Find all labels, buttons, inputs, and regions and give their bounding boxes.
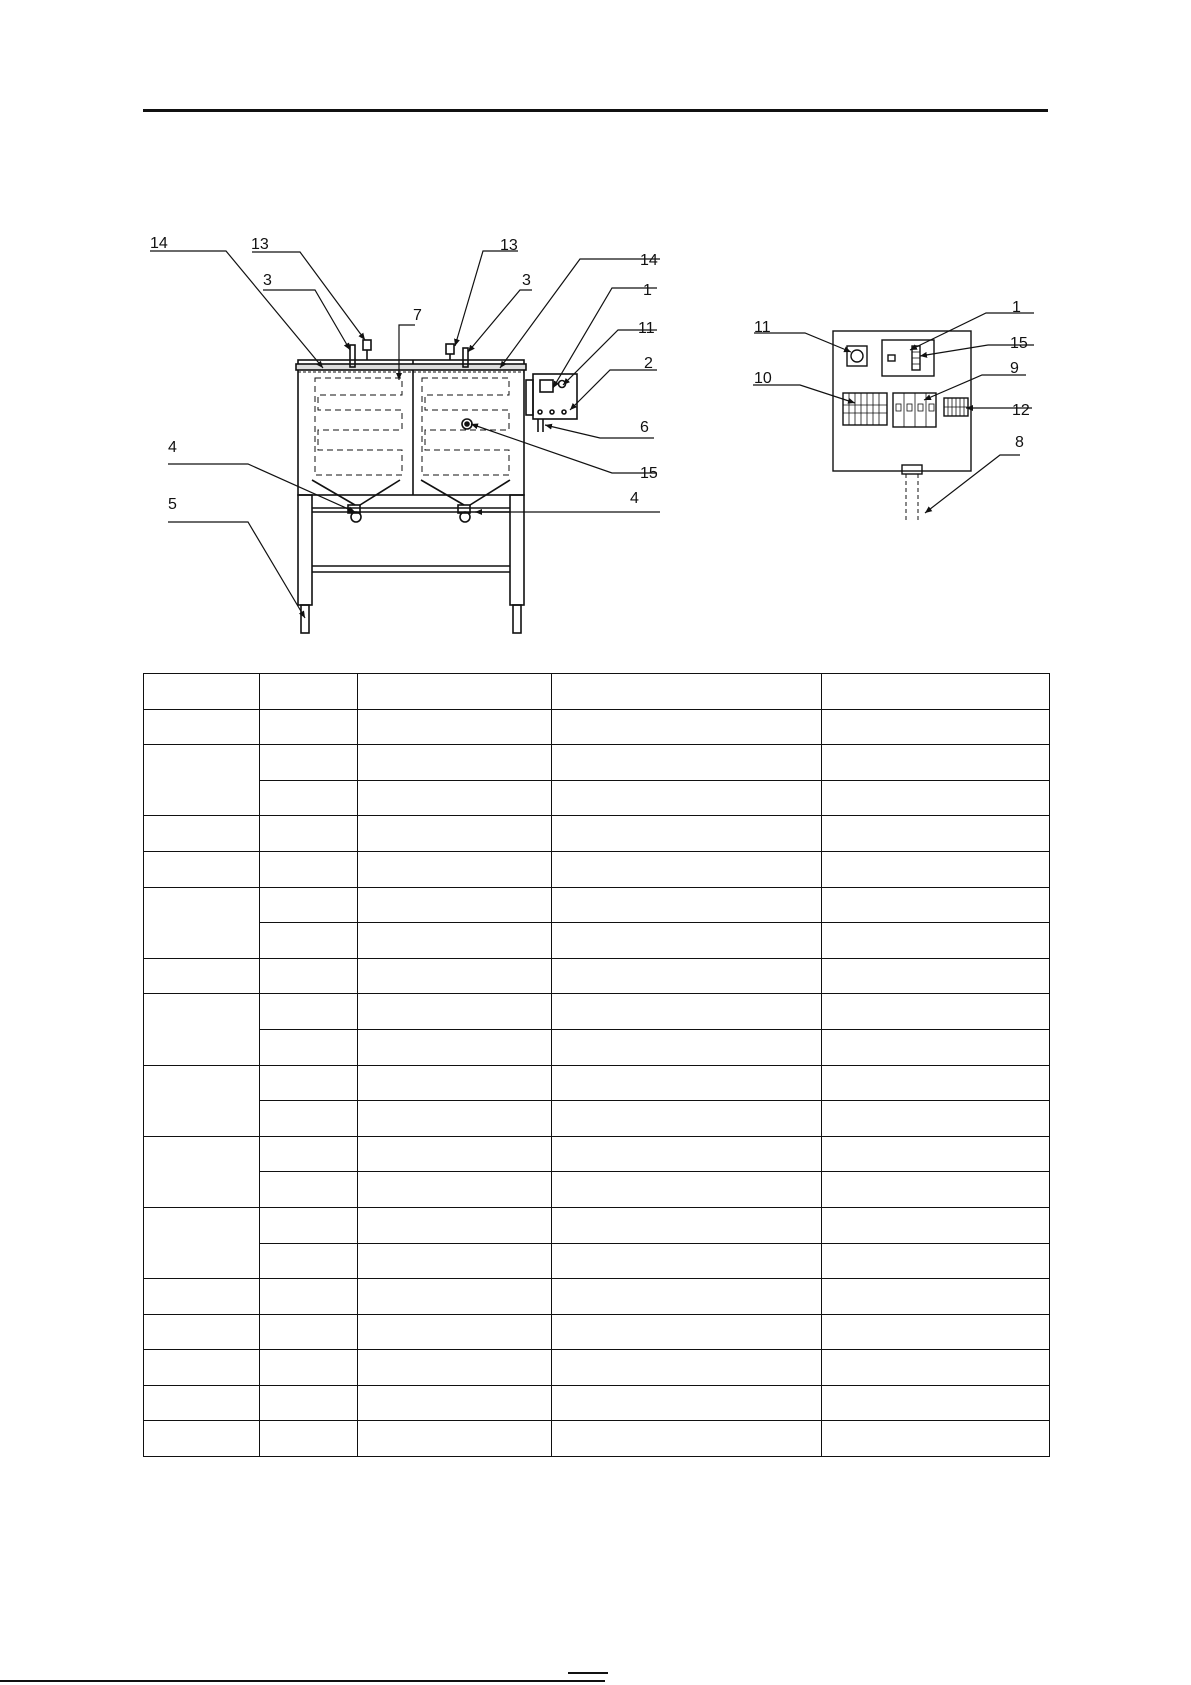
callout-10-panel: 10 bbox=[754, 370, 772, 387]
table-cell bbox=[822, 1065, 1050, 1101]
leg-left bbox=[298, 495, 312, 605]
table-cell bbox=[358, 1101, 552, 1137]
table-cell bbox=[144, 1350, 260, 1386]
table-row bbox=[144, 1207, 1050, 1243]
table-cell bbox=[552, 816, 822, 852]
table-cell bbox=[552, 1136, 822, 1172]
callout-3-left: 3 bbox=[263, 272, 272, 289]
table-cell bbox=[144, 1065, 260, 1136]
table-row bbox=[144, 1243, 1050, 1279]
table-cell bbox=[822, 674, 1050, 710]
callout-11: 11 bbox=[638, 320, 655, 337]
callout-5: 5 bbox=[168, 496, 177, 513]
footer-rule bbox=[0, 1680, 605, 1682]
table-cell bbox=[260, 1136, 358, 1172]
table-cell bbox=[822, 994, 1050, 1030]
callout-12-panel: 12 bbox=[1012, 402, 1030, 419]
table-cell bbox=[260, 745, 358, 781]
table-cell bbox=[552, 1350, 822, 1386]
callout-13-left: 13 bbox=[251, 236, 269, 253]
table-row bbox=[144, 1172, 1050, 1208]
table-cell bbox=[358, 745, 552, 781]
callout-3-right: 3 bbox=[522, 272, 531, 289]
table-cell bbox=[358, 958, 552, 994]
table-cell bbox=[260, 994, 358, 1030]
table-cell bbox=[260, 1243, 358, 1279]
table-cell bbox=[144, 1314, 260, 1350]
table-cell bbox=[358, 1279, 552, 1315]
table-cell bbox=[260, 958, 358, 994]
parts-table bbox=[143, 673, 1050, 1457]
table-cell bbox=[552, 1243, 822, 1279]
callout-4-left: 4 bbox=[168, 439, 177, 456]
table-cell bbox=[822, 851, 1050, 887]
table-cell bbox=[358, 1172, 552, 1208]
table-row bbox=[144, 1350, 1050, 1386]
panel-box bbox=[833, 331, 971, 471]
cable-gland bbox=[902, 465, 922, 474]
table-cell bbox=[552, 745, 822, 781]
display-unit bbox=[882, 340, 934, 376]
emergency-stop bbox=[851, 350, 863, 362]
table-cell bbox=[260, 1065, 358, 1101]
table-cell bbox=[144, 887, 260, 958]
table-cell bbox=[358, 780, 552, 816]
table-cell bbox=[552, 1065, 822, 1101]
table-cell bbox=[144, 1421, 260, 1457]
table-cell bbox=[822, 923, 1050, 959]
table-cell bbox=[260, 1029, 358, 1065]
table-cell bbox=[260, 674, 358, 710]
table-cell bbox=[144, 1136, 260, 1207]
tank-lid bbox=[296, 364, 526, 370]
table-cell bbox=[358, 851, 552, 887]
callout-8-panel: 8 bbox=[1015, 434, 1024, 451]
table-cell bbox=[822, 1279, 1050, 1315]
callout-4-right: 4 bbox=[630, 490, 639, 507]
table-cell bbox=[822, 1101, 1050, 1137]
table-cell bbox=[144, 745, 260, 816]
table-cell bbox=[260, 1101, 358, 1137]
table-cell bbox=[552, 780, 822, 816]
table-cell bbox=[260, 709, 358, 745]
table-row bbox=[144, 851, 1050, 887]
footer-tick bbox=[568, 1672, 608, 1674]
table-cell bbox=[358, 1385, 552, 1421]
table-cell bbox=[260, 1207, 358, 1243]
table-cell bbox=[822, 1385, 1050, 1421]
table-cell bbox=[822, 709, 1050, 745]
table-row bbox=[144, 709, 1050, 745]
table-cell bbox=[358, 1029, 552, 1065]
table-cell bbox=[822, 816, 1050, 852]
control-panel-view bbox=[833, 331, 971, 520]
callout-2: 2 bbox=[644, 355, 653, 372]
table-row bbox=[144, 674, 1050, 710]
callout-15-panel: 15 bbox=[1010, 335, 1028, 352]
table-cell bbox=[144, 851, 260, 887]
table-cell bbox=[144, 674, 260, 710]
table-row bbox=[144, 958, 1050, 994]
table-cell bbox=[552, 1029, 822, 1065]
table-row bbox=[144, 994, 1050, 1030]
left-callouts bbox=[150, 235, 658, 513]
equipment-drawings bbox=[0, 0, 1191, 660]
callout-13-right: 13 bbox=[500, 237, 518, 254]
table-row bbox=[144, 923, 1050, 959]
table-cell bbox=[552, 1421, 822, 1457]
table-cell bbox=[822, 1243, 1050, 1279]
callout-1: 1 bbox=[643, 282, 652, 299]
table-cell bbox=[144, 816, 260, 852]
table-cell bbox=[552, 709, 822, 745]
table-cell bbox=[358, 1136, 552, 1172]
table-cell bbox=[552, 1314, 822, 1350]
table-cell bbox=[822, 1172, 1050, 1208]
left-hopper bbox=[312, 480, 400, 505]
callout-1-panel: 1 bbox=[1012, 299, 1021, 316]
table-cell bbox=[144, 958, 260, 994]
table-cell bbox=[144, 1207, 260, 1278]
table-cell bbox=[260, 923, 358, 959]
callout-11-panel: 11 bbox=[754, 319, 771, 336]
table-row bbox=[144, 745, 1050, 781]
table-cell bbox=[358, 923, 552, 959]
table-cell bbox=[358, 674, 552, 710]
table-cell bbox=[260, 1385, 358, 1421]
table-cell bbox=[358, 816, 552, 852]
table-cell bbox=[358, 1314, 552, 1350]
table-cell bbox=[822, 745, 1050, 781]
table-cell bbox=[260, 780, 358, 816]
table-cell bbox=[822, 958, 1050, 994]
table-cell bbox=[822, 1314, 1050, 1350]
table-cell bbox=[552, 1279, 822, 1315]
callout-15: 15 bbox=[640, 465, 658, 482]
table-cell bbox=[358, 1350, 552, 1386]
table-cell bbox=[358, 1421, 552, 1457]
table-cell bbox=[552, 994, 822, 1030]
table-row bbox=[144, 1065, 1050, 1101]
table-cell bbox=[822, 1136, 1050, 1172]
table-cell bbox=[358, 709, 552, 745]
table-cell bbox=[144, 1385, 260, 1421]
table-cell bbox=[358, 1243, 552, 1279]
table-cell bbox=[260, 1172, 358, 1208]
table-cell bbox=[552, 1385, 822, 1421]
table-row bbox=[144, 816, 1050, 852]
callout-14-left: 14 bbox=[150, 235, 168, 252]
table-cell bbox=[552, 1207, 822, 1243]
caster-left bbox=[301, 605, 309, 633]
table-row bbox=[144, 1385, 1050, 1421]
table-cell bbox=[822, 1029, 1050, 1065]
table-cell bbox=[822, 887, 1050, 923]
right-hopper bbox=[421, 480, 510, 505]
table-row bbox=[144, 780, 1050, 816]
table-cell bbox=[552, 958, 822, 994]
table-cell bbox=[358, 1065, 552, 1101]
table-row bbox=[144, 1101, 1050, 1137]
table-cell bbox=[144, 1279, 260, 1315]
table-cell bbox=[144, 994, 260, 1065]
table-cell bbox=[260, 887, 358, 923]
table-cell bbox=[260, 1350, 358, 1386]
fitting-left bbox=[363, 340, 371, 350]
table-cell bbox=[552, 887, 822, 923]
table-row bbox=[144, 1314, 1050, 1350]
table-cell bbox=[358, 1207, 552, 1243]
table-cell bbox=[260, 851, 358, 887]
callout-14-right: 14 bbox=[640, 252, 658, 269]
table-cell bbox=[358, 994, 552, 1030]
tank-front-view bbox=[296, 340, 577, 633]
table-cell bbox=[552, 923, 822, 959]
fitting-right bbox=[446, 344, 454, 354]
table-cell bbox=[552, 851, 822, 887]
table-cell bbox=[822, 1421, 1050, 1457]
callout-6: 6 bbox=[640, 419, 649, 436]
caster-right bbox=[513, 605, 521, 633]
callout-9-panel: 9 bbox=[1010, 360, 1019, 377]
table-row bbox=[144, 887, 1050, 923]
table-row bbox=[144, 1029, 1050, 1065]
table-cell bbox=[260, 816, 358, 852]
table-cell bbox=[552, 674, 822, 710]
table-row bbox=[144, 1421, 1050, 1457]
table-cell bbox=[822, 1350, 1050, 1386]
table-cell bbox=[822, 1207, 1050, 1243]
terminal-block bbox=[843, 393, 887, 425]
table-row bbox=[144, 1136, 1050, 1172]
callout-7: 7 bbox=[413, 307, 422, 324]
table-cell bbox=[260, 1279, 358, 1315]
table-cell bbox=[260, 1314, 358, 1350]
table-cell bbox=[552, 1101, 822, 1137]
table-row bbox=[144, 1279, 1050, 1315]
table-cell bbox=[358, 887, 552, 923]
table-cell bbox=[144, 709, 260, 745]
table-cell bbox=[552, 1172, 822, 1208]
left-leaders bbox=[150, 251, 660, 618]
table-cell bbox=[822, 780, 1050, 816]
table-cell bbox=[260, 1421, 358, 1457]
